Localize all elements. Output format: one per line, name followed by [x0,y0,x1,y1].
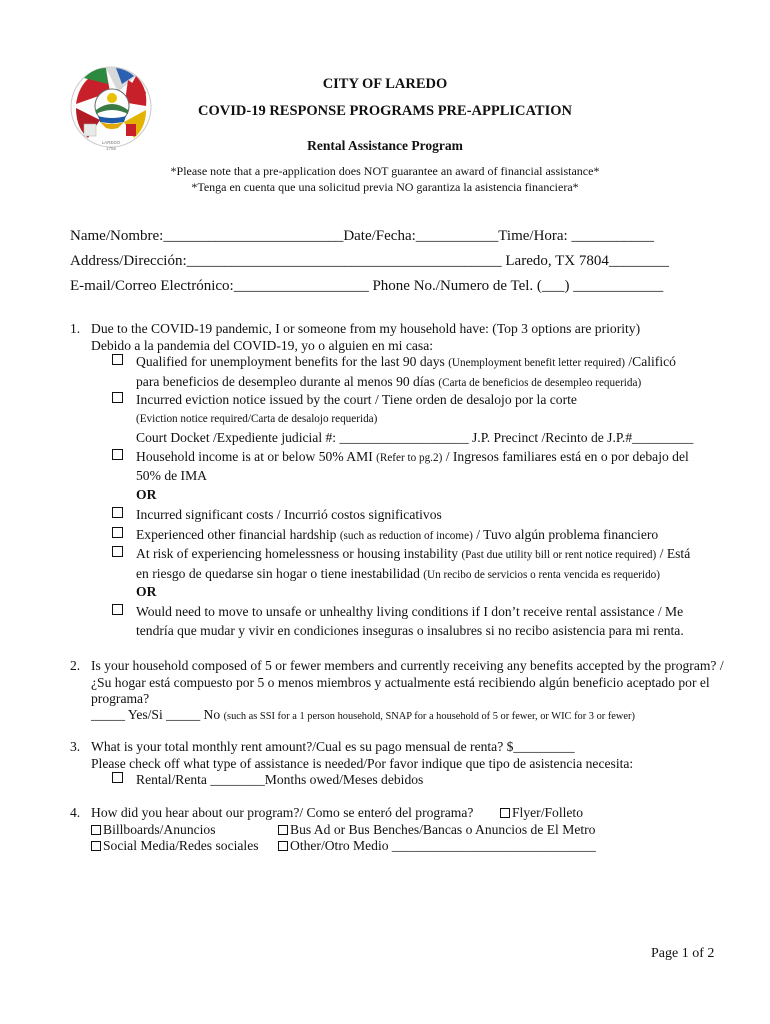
q2-line2: ¿Su hogar está compuesto por 5 o menos miembros y actualmente está recibiendo algún beneficio aceptado por el [91,675,710,690]
q4-social-option[interactable]: Social Media/Redes sociales [91,837,259,854]
zip-input[interactable]: ________ [608,253,669,269]
address-row [70,253,669,270]
q1-option-income: Household income is at or below 50% AMI (Refer to pg.2) / Ingresos familiares está en o por debajo del [136,449,689,464]
q4-bus-option[interactable]: Bus Ad or Bus Benches/Bancas o Anuncios de El Metro [278,821,595,838]
svg-text:1755: 1755 [105,146,117,151]
q2-number: 2. [70,658,81,673]
email-label: E-mail/Correo Electrónico: [70,278,234,294]
q3-line2: Please check off what type of assistance is needed/Por favor indique que tipo de asistencia necesita: [91,756,634,771]
q1-option-costs: Incurred significant costs / Incurrió costos significativos [136,507,442,522]
org-title: CITY OF LAREDO [322,76,448,92]
q2-answer[interactable]: _____ Yes/Si _____ No (such as SSI for a 1 person household, SNAP for a household of 5 or fewer, or WIC for 3 or fewer) [91,707,635,722]
date-input[interactable]: ___________ [415,228,499,244]
q4-billboards-option[interactable]: Billboards/Anuncios [91,821,216,838]
q1-or-2: OR [136,584,157,599]
page-number: Page 1 of 2 [651,946,715,961]
q1-option-income-checkbox[interactable] [112,449,123,460]
q4-other-option[interactable]: Other/Otro Medio ______________________________ [278,837,596,854]
q1-option-eviction-checkbox[interactable] [112,392,123,403]
q1-option-unemployment-checkbox[interactable] [112,354,123,365]
q1-option-unsafe-checkbox[interactable] [112,604,123,615]
q2-line1: Is your household composed of 5 or fewer members and currently receiving any benefits accepted by the program? / [91,658,724,673]
note-spanish: *Tenga en cuenta que una solicitud previa NO garantiza la asistencia financiera* [191,180,579,194]
address-input[interactable]: __________________________________________ [186,253,502,269]
q1-option-unsafe: Would need to move to unsafe or unhealthy living conditions if I don’t receive rental assistance / Me [136,604,684,619]
phone-label: Phone No./Numero de Tel. ( [368,278,542,294]
q2-line3: programa? [91,691,150,706]
q1-option-eviction-note: (Eviction notice required/Carta de desalojo requerida) [136,413,378,425]
time-input[interactable]: ___________ [571,228,654,244]
q4-number: 4. [70,805,81,820]
q3-rental-option[interactable]: Rental/Renta ________Months owed/Meses debidos [136,772,424,787]
time-label: Time/Hora: [498,228,572,244]
q4-bus-checkbox[interactable] [278,825,288,835]
q1-option-homelessness: At risk of experiencing homelessness or housing instability (Past due utility bill or rent notice required) / Está [136,546,691,561]
note-english: *Please note that a pre-application does NOT guarantee an award of financial assistance* [170,164,600,178]
q4-line1: How did you hear about our program?/ Como se enteró del programa? [91,805,474,820]
q1-court-docket-field[interactable]: Court Docket /Expediente judicial #: ___________________ J.P. Precinct /Recinto de J.P.#_________ [136,430,694,445]
q1-option-costs-checkbox[interactable] [112,507,123,518]
address-label: Address/Dirección: [70,253,187,269]
q3-number: 3. [70,739,81,754]
name-label: Name/Nombre: [70,228,164,244]
q1-or-1: OR [136,487,157,502]
email-input[interactable]: __________________ [233,278,369,294]
q1-text-es: Debido a la pandemia del COVID-19, yo o alguien en mi casa: [91,338,434,353]
program-name: Rental Assistance Program [307,138,463,153]
q1-option-income-es: 50% de IMA [136,468,207,483]
phone-area-input[interactable]: ___ [541,278,565,294]
q4-social-checkbox[interactable] [91,841,101,851]
q4-billboards-checkbox[interactable] [91,825,101,835]
q1-option-homelessness-es: en riesgo de quedarse sin hogar o tiene inestabilidad (Un recibo de servicios o renta vencida es requerido) [136,566,660,581]
q4-other-checkbox[interactable] [278,841,288,851]
phone-close: ) [564,278,574,294]
name-date-time-row [70,228,654,245]
q1-option-hardship: Experienced other financial hardship (such as reduction of income) / Tuvo algún problema financiero [136,527,659,542]
q4-flyer-checkbox[interactable] [500,808,510,818]
date-label: Date/Fecha: [343,228,416,244]
q3-rent-amount-field[interactable]: What is your total monthly rent amount?/Cual es su pago mensual de renta? $_________ [91,739,575,754]
q4-flyer-option[interactable]: Flyer/Folleto [500,804,583,821]
q1-option-homelessness-checkbox[interactable] [112,546,123,557]
q1-option-eviction: Incurred eviction notice issued by the court / Tiene orden de desalojo por la corte [136,392,577,407]
name-input[interactable]: ________________________ [163,228,344,244]
svg-text:LAREDO: LAREDO [101,140,121,145]
q1-text-en: Due to the COVID-19 pandemic, I or someone from my household have: (Top 3 options are priority) [91,321,641,336]
program-title: COVID-19 RESPONSE PROGRAMS PRE-APPLICATION [198,103,572,119]
q1-number: 1. [70,321,81,336]
q3-rental-checkbox[interactable] [112,772,123,783]
q1-option-unemployment: Qualified for unemployment benefits for the last 90 days (Unemployment benefit letter required) /Calificó [136,354,676,369]
q1-option-unsafe-es: tendría que mudar y vivir en condiciones inseguras o insalubres si no recibo asistencia para mi renta. [136,623,684,638]
contact-row [70,278,663,295]
phone-input[interactable]: ____________ [573,278,664,294]
q1-option-hardship-checkbox[interactable] [112,527,123,538]
q1-option-unemployment-es: para beneficios de desempleo durante al menos 90 días (Carta de beneficios de desempleo requerida) [136,374,642,389]
city-label: Laredo, TX 7804 [501,253,609,269]
